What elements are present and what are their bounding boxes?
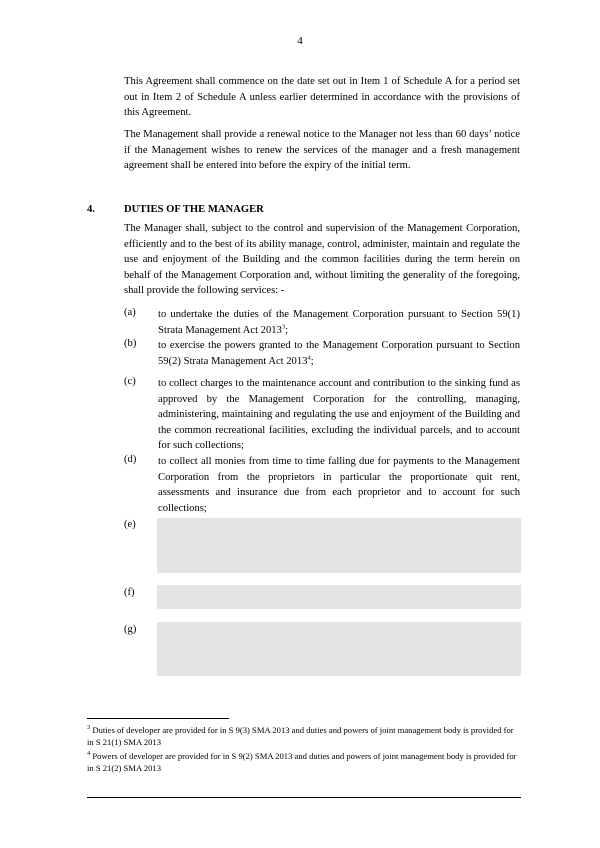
item-text-b — [158, 338, 520, 369]
section-number: 4. — [87, 204, 95, 215]
item-text-c: to collect charges to the maintenance account and contribution to the sinking fund as approved by the Management Corporation for the controlling, managing, administering, maintaining and regulating the use and enjoyment of the Building and the common recreational facilities, excluding the individual parcels, and to account for such collections; — [158, 378, 520, 451]
footnote-ref-4[interactable]: 4 — [307, 353, 311, 361]
footnote-3 — [87, 724, 517, 748]
item-label-c: (c) — [124, 376, 136, 387]
section-heading: DUTIES OF THE MANAGER — [124, 204, 264, 215]
footnote-mark-4: 4 — [87, 750, 91, 758]
section-body-paragraph: The Manager shall, subject to the control and supervision of the Management Corporation, efficiently and to the best of its ability manage, control, administer, maintain and regulate the use and enjoyment of the Building and the common facilities during the term herein on behalf of the Management Corporation and, without limiting the generality of the foregoing, shall provide the following services: - — [124, 223, 520, 296]
redacted-block-e — [157, 518, 521, 573]
redacted-block-g — [157, 622, 521, 676]
item-label-d: (d) — [124, 454, 137, 465]
item-a-body: to undertake the duties of the Management Corporation pursuant to Section 59(1) Strata Management Act 2013 — [158, 309, 520, 336]
footnote-separator — [87, 718, 229, 719]
item-b-tail: ; — [310, 355, 314, 367]
item-label-g: (g) — [124, 624, 137, 635]
page-number: 4 — [297, 35, 303, 47]
footnote-mark-3: 3 — [87, 724, 91, 732]
item-label-a: (a) — [124, 307, 136, 318]
item-label-b: (b) — [124, 338, 137, 349]
item-a-tail: ; — [285, 324, 289, 336]
footnote-3-text: Duties of developer are provided for in S 9(3) SMA 2013 and duties and powers of joint management body is provided for in S 21(1) SMA 2013 — [87, 725, 514, 747]
footnote-4 — [87, 750, 517, 774]
footnote-ref-3[interactable]: 3 — [281, 322, 286, 330]
footnote-4-text: Powers of developer are provided for in S 9(2) SMA 2013 and duties and powers of joint management body is provided for in S 21(2) SMA 2013 — [87, 751, 517, 773]
commencement-paragraph: This Agreement shall commence on the date set out in Item 1 of Schedule A for a period set out in Item 2 of Schedule A unless earlier determined in accordance with the provisions of this Agreement. — [124, 76, 520, 118]
item-label-e: (e) — [124, 519, 136, 530]
item-b-body: to exercise the powers granted to the Management Corporation pursuant to Section 59(2) Strata Management Act 2013 — [158, 340, 520, 367]
renewal-notice-paragraph: The Management shall provide a renewal notice to the Manager not less than 60 days’ notice if the Management wishes to renew the services of the manager and a fresh management agreement shall be entered into before the expiry of the initial term. — [124, 129, 520, 171]
item-text-a — [158, 307, 520, 338]
redacted-block-f — [157, 585, 521, 609]
item-label-f: (f) — [124, 587, 135, 598]
page-bottom-rule — [87, 797, 521, 798]
item-text-d: to collect all monies from time to time falling due for payments to the Management Corporation from the proprietors in particular the proportionate quit rent, assessments and insurance due from each proprietor and to account for such collections; — [158, 456, 520, 514]
